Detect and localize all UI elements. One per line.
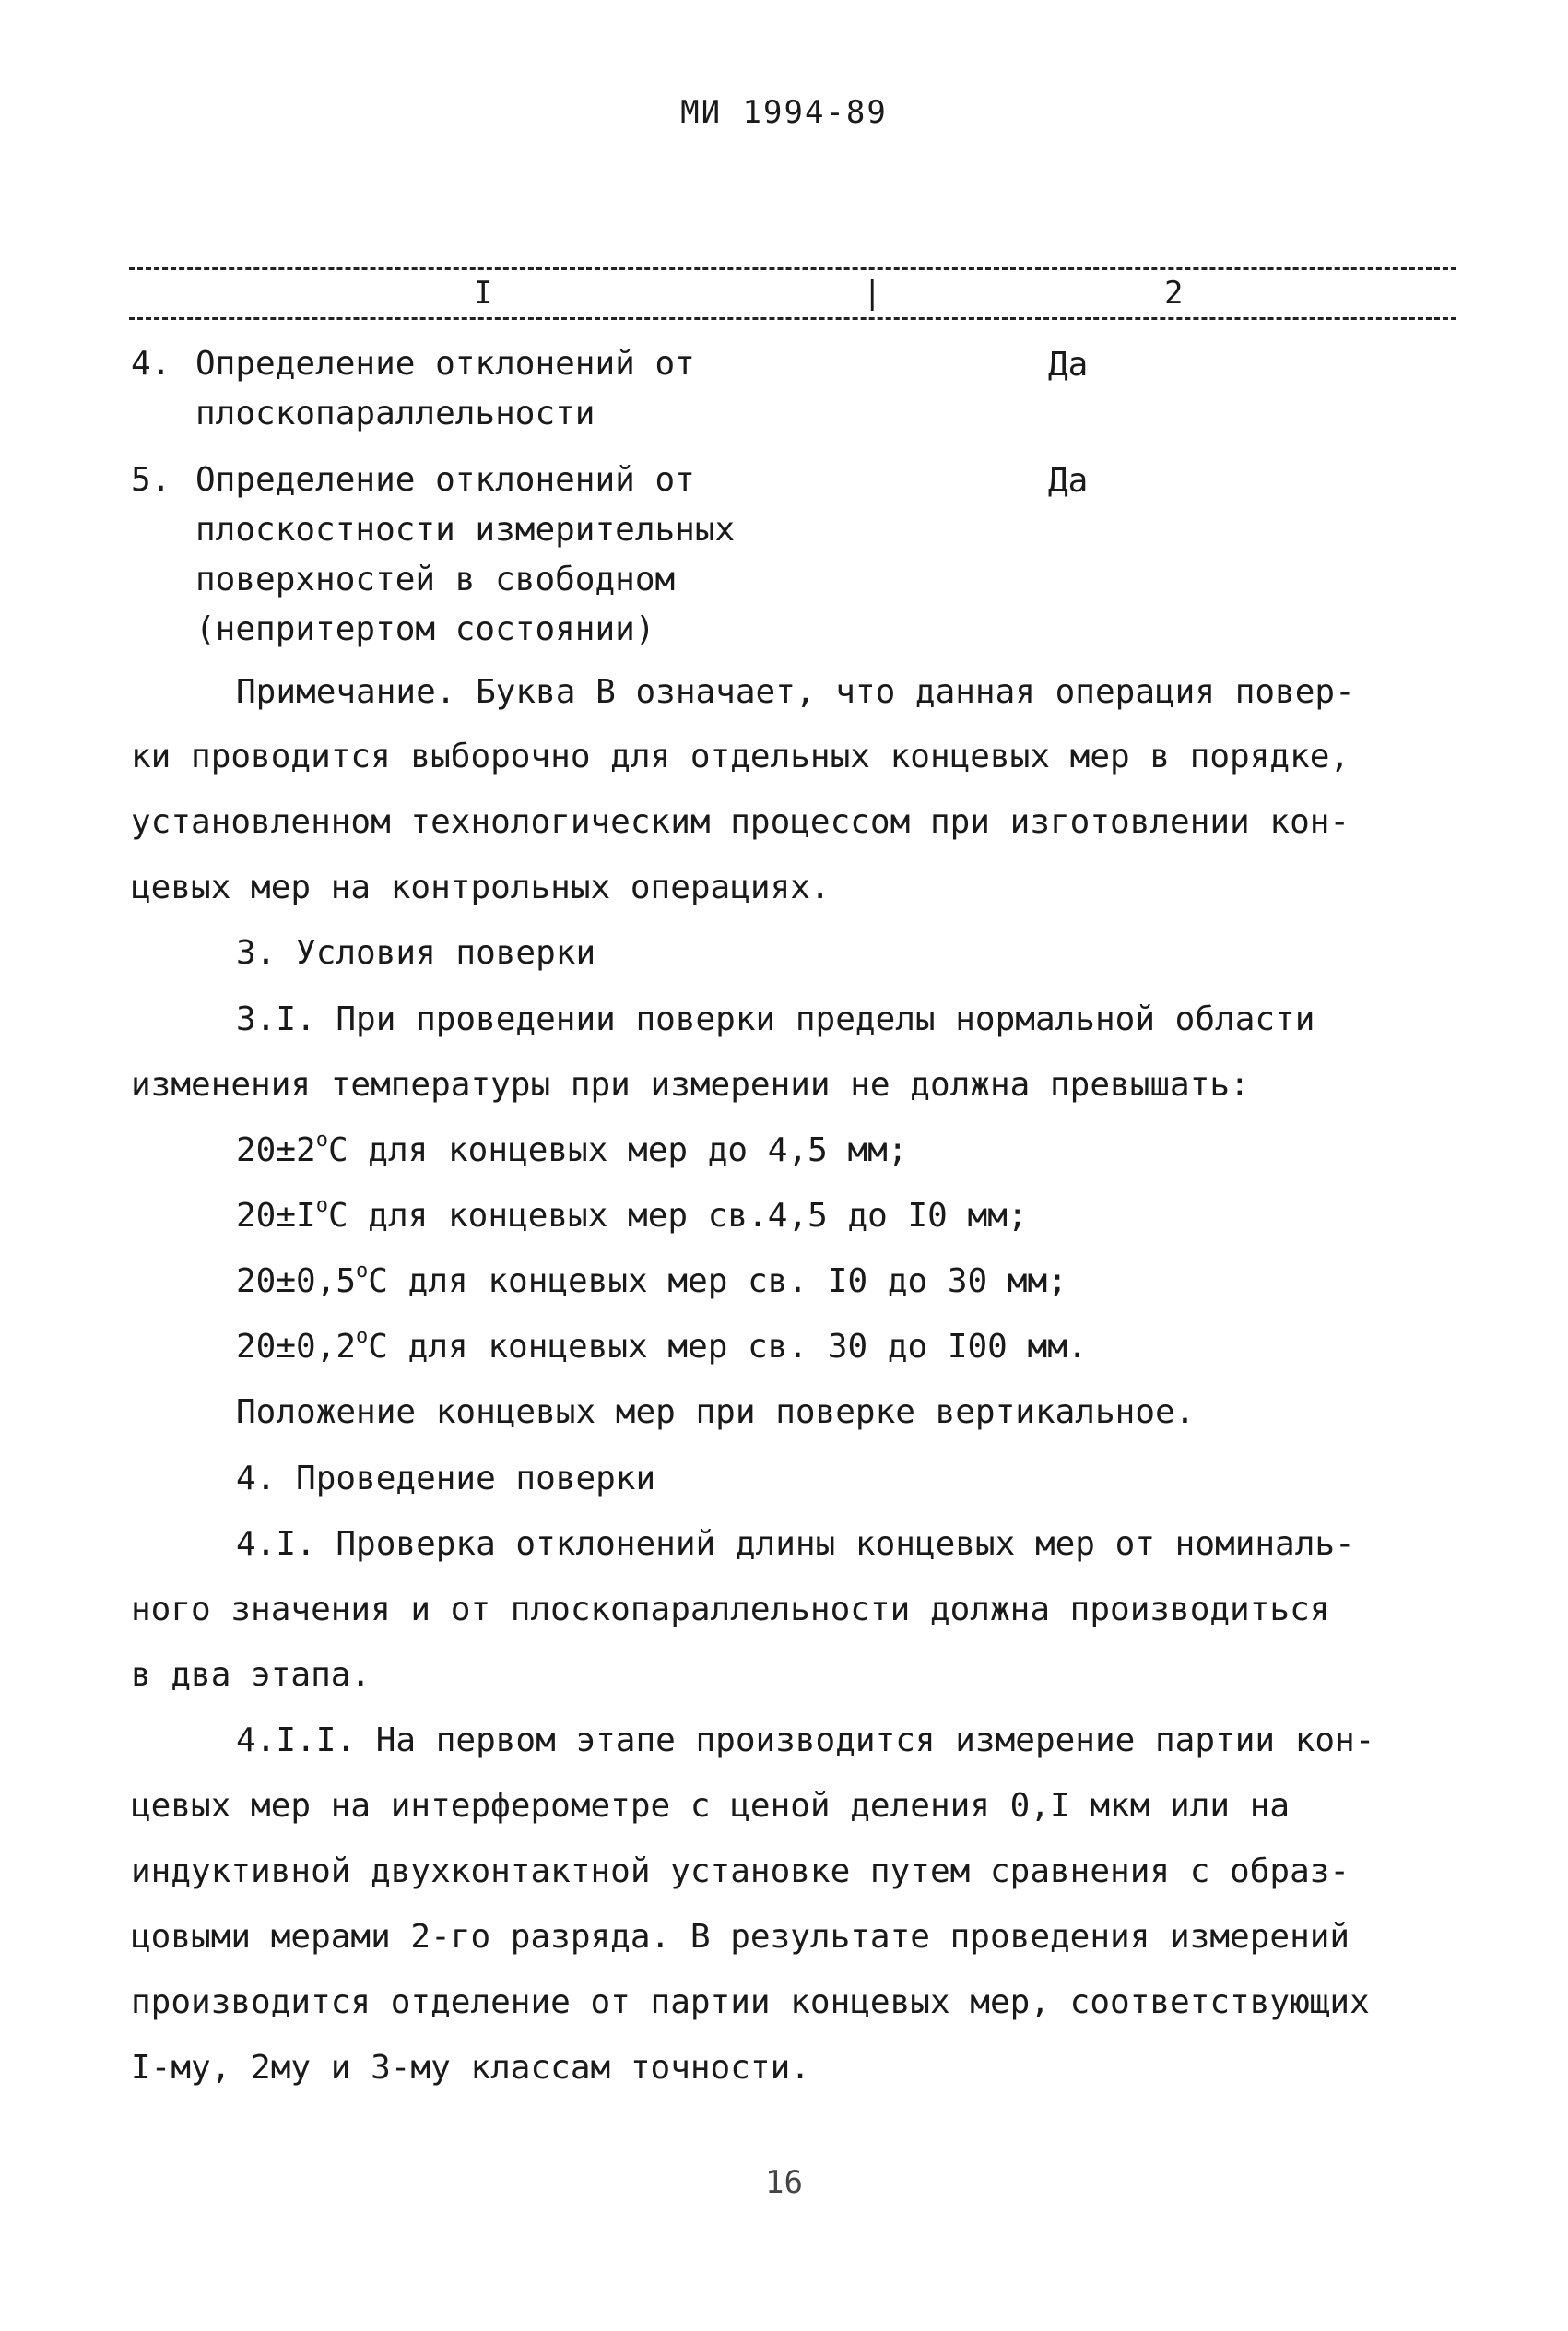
item-number: 4.	[131, 345, 171, 383]
table-header-rule-bottom	[129, 317, 1456, 320]
item-number: 5.	[131, 461, 171, 499]
column-1-number: I	[468, 275, 498, 312]
paragraph-line: 4.I. Проверка отклонений длины концевых мер от номиналь-	[236, 1525, 1355, 1563]
temperature-line: $20\pm 0,5^oС$ для концевых мер св. I0 до 30 мм;	[236, 1260, 1067, 1300]
temperature-line: $20\pm 0,2^oС$ для концевых мер св. 30 до I00 мм.	[236, 1325, 1088, 1366]
table-header-rule-top	[129, 267, 1456, 270]
paragraph-line: в два этапа.	[131, 1656, 371, 1694]
paragraph-line: I-му, 2му и 3-му классам точности.	[131, 2049, 810, 2087]
note-line: установленном технологическим процессом при изготовлении кон-	[131, 803, 1350, 841]
paragraph-line: производится отделение от партии концевых мер, соответствующих	[131, 1983, 1370, 2021]
table-row-item-5	[131, 456, 951, 655]
paragraph-line: ного значения и от плоскопараллельности должна производиться	[131, 1591, 1330, 1628]
paragraph-line: индуктивной двухконтактной установке путем сравнения с образ-	[131, 1852, 1350, 1890]
paragraph-line: 3.I. При проведении поверки пределы нормальной области	[236, 1000, 1315, 1038]
section-heading: 4. Проведение поверки	[236, 1460, 656, 1497]
item-text: Определение отклонений от плоскостности измерительных поверхностей в свободном (непритертом состоянии)	[195, 461, 736, 648]
section-heading: 3. Условия поверки	[236, 934, 596, 972]
document-code: МИ 1994-89	[680, 94, 888, 131]
paragraph-line: 4.I.I. На первом этапе производится измерение партии кон-	[236, 1722, 1375, 1759]
note-line: Примечание. Буква В означает, что данная операция повер-	[236, 673, 1355, 711]
note-line: цевых мер на контрольных операциях.	[131, 869, 831, 906]
note-line: ки проводится выборочно для отдельных концевых мер в порядке,	[131, 738, 1350, 775]
item-value: Да	[1048, 346, 1089, 384]
temperature-line: $20\pm I^oС$ для концевых мер св.4,5 до I0 мм;	[236, 1194, 1028, 1235]
paragraph-line: цевых мер на интерферометре с ценой деления 0,I мкм или на	[131, 1787, 1291, 1825]
paragraph-line: цовыми мерами 2-го разряда. В результате проведения измерений	[131, 1918, 1350, 1956]
column-2-number: 2	[1159, 275, 1188, 312]
table-row-item-4	[131, 339, 951, 439]
page-number: 16	[765, 2164, 803, 2201]
paragraph-line: изменения температуры при измерении не должна превышать:	[131, 1066, 1250, 1104]
column-separator: |	[857, 275, 887, 312]
temperature-line: $20\pm 2^oС$ для концевых мер до 4,5 мм;	[236, 1129, 908, 1169]
paragraph-line: Положение концевых мер при поверке вертикальное.	[236, 1393, 1196, 1431]
item-value: Да	[1048, 462, 1089, 500]
item-text: Определение отклонений от плоскопараллельности	[195, 345, 695, 432]
